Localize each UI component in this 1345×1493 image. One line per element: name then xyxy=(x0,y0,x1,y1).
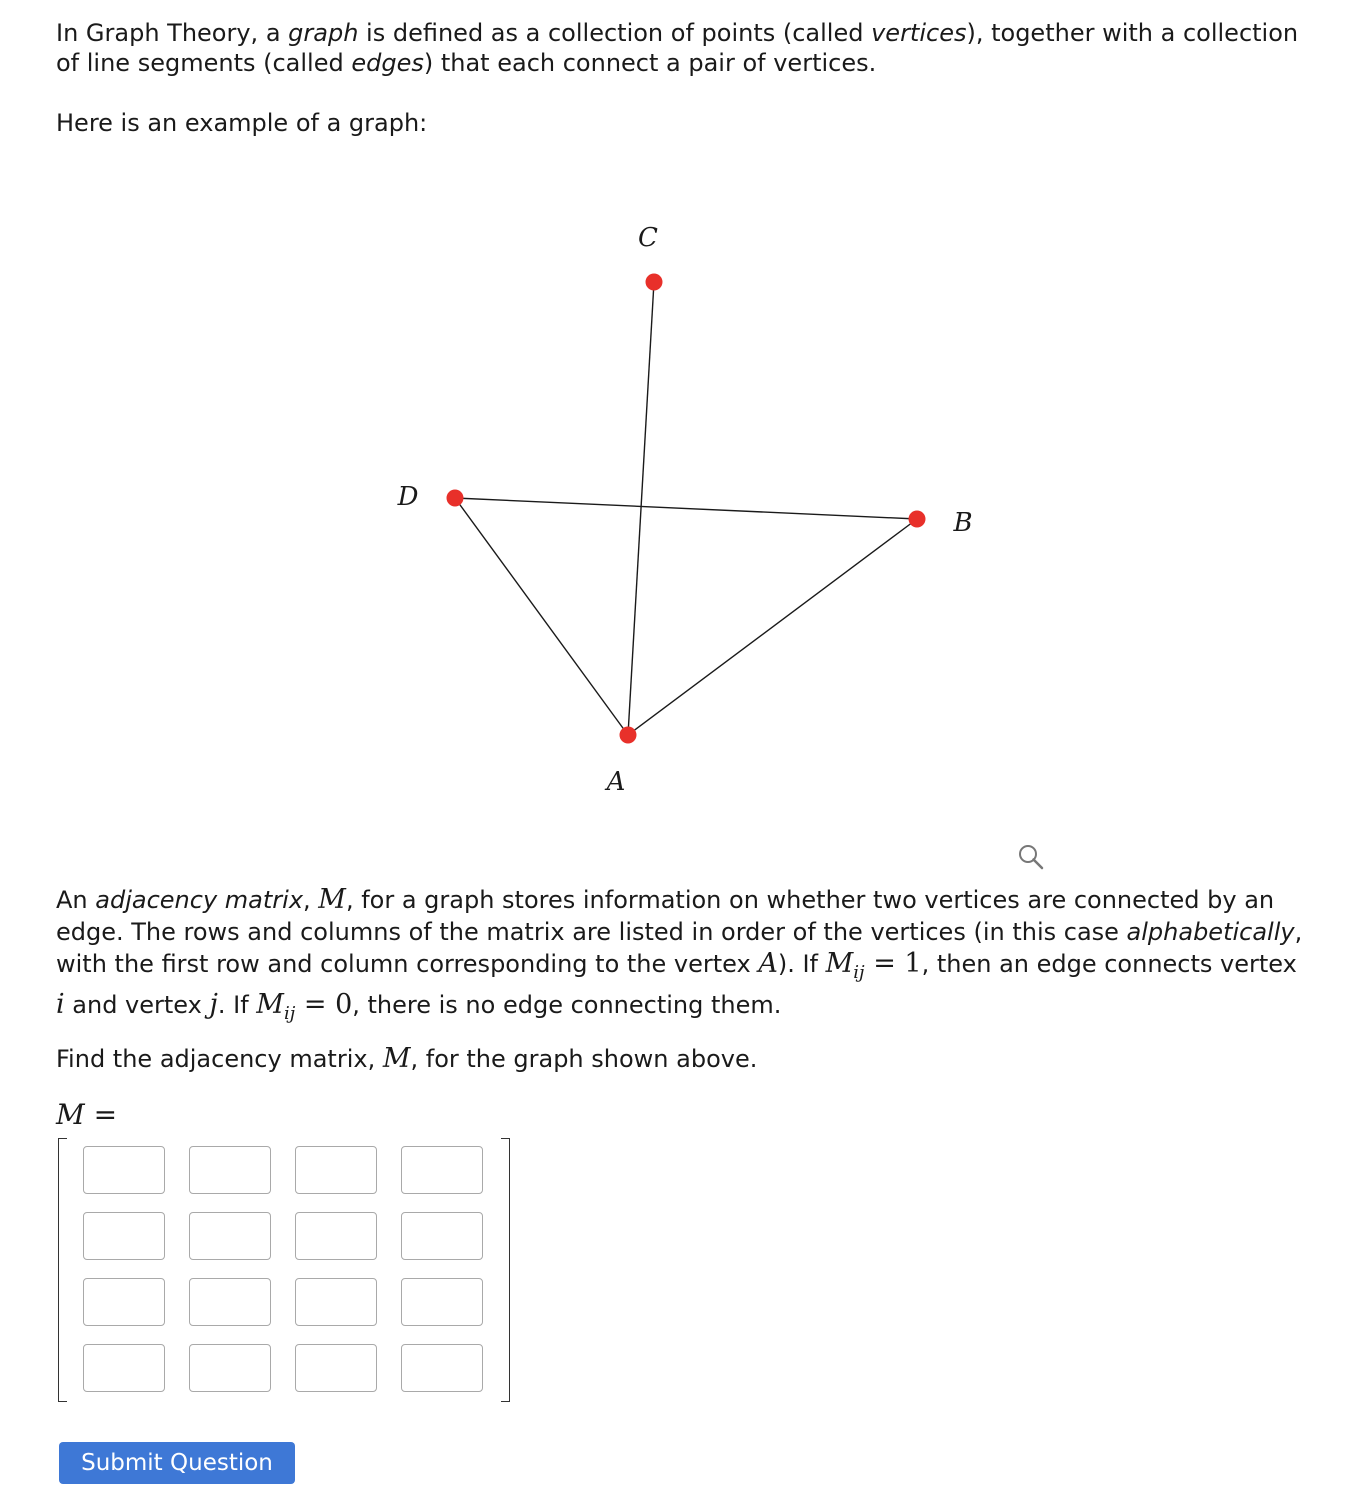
math-Mij: M xyxy=(825,948,854,979)
adj-text: , there is no edge connecting them. xyxy=(352,991,782,1019)
intro-text: ), together with a collection of line segments (called xyxy=(56,19,1299,77)
matrix-cell-r2-c3[interactable] xyxy=(295,1212,377,1260)
adj-text: , then an edge connects vertex xyxy=(921,950,1297,978)
matrix-left-bracket xyxy=(58,1138,67,1402)
matrix-label xyxy=(56,1098,117,1131)
adj-text: ). If xyxy=(777,950,826,978)
matrix-cell-r3-c3[interactable] xyxy=(295,1278,377,1326)
matrix-input-grid xyxy=(58,1138,510,1402)
math-A: A xyxy=(758,948,778,979)
graph-edge-BA xyxy=(628,519,917,735)
graph-vertex-D xyxy=(447,490,464,507)
term-adjacency-matrix: adjacency matrix xyxy=(95,886,304,914)
submit-question-button[interactable]: Submit Question xyxy=(59,1442,295,1484)
math-equals: = xyxy=(84,1098,118,1131)
matrix-cell-r4-c3[interactable] xyxy=(295,1344,377,1392)
adj-text: , xyxy=(303,886,319,914)
matrix-cell-r1-c1[interactable] xyxy=(83,1146,165,1194)
matrix-cell-r4-c1[interactable] xyxy=(83,1344,165,1392)
matrix-cell-r1-c3[interactable] xyxy=(295,1146,377,1194)
math-j: j xyxy=(209,989,218,1020)
graph-vertex-B xyxy=(909,511,926,528)
matrix-cell-r2-c4[interactable] xyxy=(401,1212,483,1260)
math-subscript-ij: ij xyxy=(283,1003,296,1024)
math-M: M xyxy=(382,1043,411,1074)
graph-edge-CA xyxy=(628,282,654,735)
math-equals-one: = 1 xyxy=(864,948,922,979)
math-subscript-ij: ij xyxy=(853,962,865,983)
term-graph: graph xyxy=(288,19,359,47)
adj-text: , for a graph stores information on whether two vertices are connected by an edge. The rows and columns of the matrix are listed in order of the vertices (in this case xyxy=(56,886,1275,946)
graph-vertex-label-B: B xyxy=(953,508,973,538)
graph-vertex-A xyxy=(620,727,637,744)
graph-edge-DB xyxy=(455,498,917,519)
find-text: Find the adjacency matrix, xyxy=(56,1045,383,1073)
example-label: Here is an example of a graph: xyxy=(56,109,428,137)
find-text: , for the graph shown above. xyxy=(410,1045,758,1073)
adj-text: and vertex xyxy=(64,991,210,1019)
matrix-right-bracket xyxy=(501,1138,510,1402)
term-edges: edges xyxy=(351,49,424,77)
adj-text: . If xyxy=(217,991,257,1019)
matrix-cell-r3-c2[interactable] xyxy=(189,1278,271,1326)
find-instruction xyxy=(56,1044,1306,1074)
math-i: i xyxy=(56,989,65,1020)
graph-vertex-label-D: D xyxy=(397,482,419,512)
graph-vertex-label-C: C xyxy=(638,223,658,253)
matrix-cell-r2-c1[interactable] xyxy=(83,1212,165,1260)
graph-edges xyxy=(455,282,917,735)
adjacency-description xyxy=(56,884,1306,1030)
adj-text: , with the first row and column corresponding to the vertex xyxy=(56,918,1303,978)
intro-text: In Graph Theory, a xyxy=(56,19,289,47)
term-alphabetically: alphabetically xyxy=(1126,918,1295,946)
matrix-cell-r1-c4[interactable] xyxy=(401,1146,483,1194)
adj-text: An xyxy=(56,886,96,914)
matrix-cell-r4-c2[interactable] xyxy=(189,1344,271,1392)
matrix-cell-r2-c2[interactable] xyxy=(189,1212,271,1260)
magnifier-icon[interactable] xyxy=(1016,842,1046,872)
math-M: M xyxy=(56,1098,85,1131)
matrix-cell-r3-c1[interactable] xyxy=(83,1278,165,1326)
matrix-cell-r1-c2[interactable] xyxy=(189,1146,271,1194)
graph-edge-DA xyxy=(455,498,628,735)
math-M: M xyxy=(318,884,346,915)
matrix-cell-r3-c4[interactable] xyxy=(401,1278,483,1326)
graph-vertex-label-A: A xyxy=(606,767,626,797)
math-equals-zero: = 0 xyxy=(295,989,353,1020)
matrix-cell-r4-c4[interactable] xyxy=(401,1344,483,1392)
math-Mij: M xyxy=(256,989,284,1020)
intro-text: ) that each connect a pair of vertices. xyxy=(423,49,877,77)
graph-vertex-C xyxy=(646,274,663,291)
term-vertices: vertices xyxy=(871,19,967,47)
graph-vertex-labels xyxy=(397,223,973,797)
intro-text: is defined as a collection of points (called xyxy=(358,19,872,47)
